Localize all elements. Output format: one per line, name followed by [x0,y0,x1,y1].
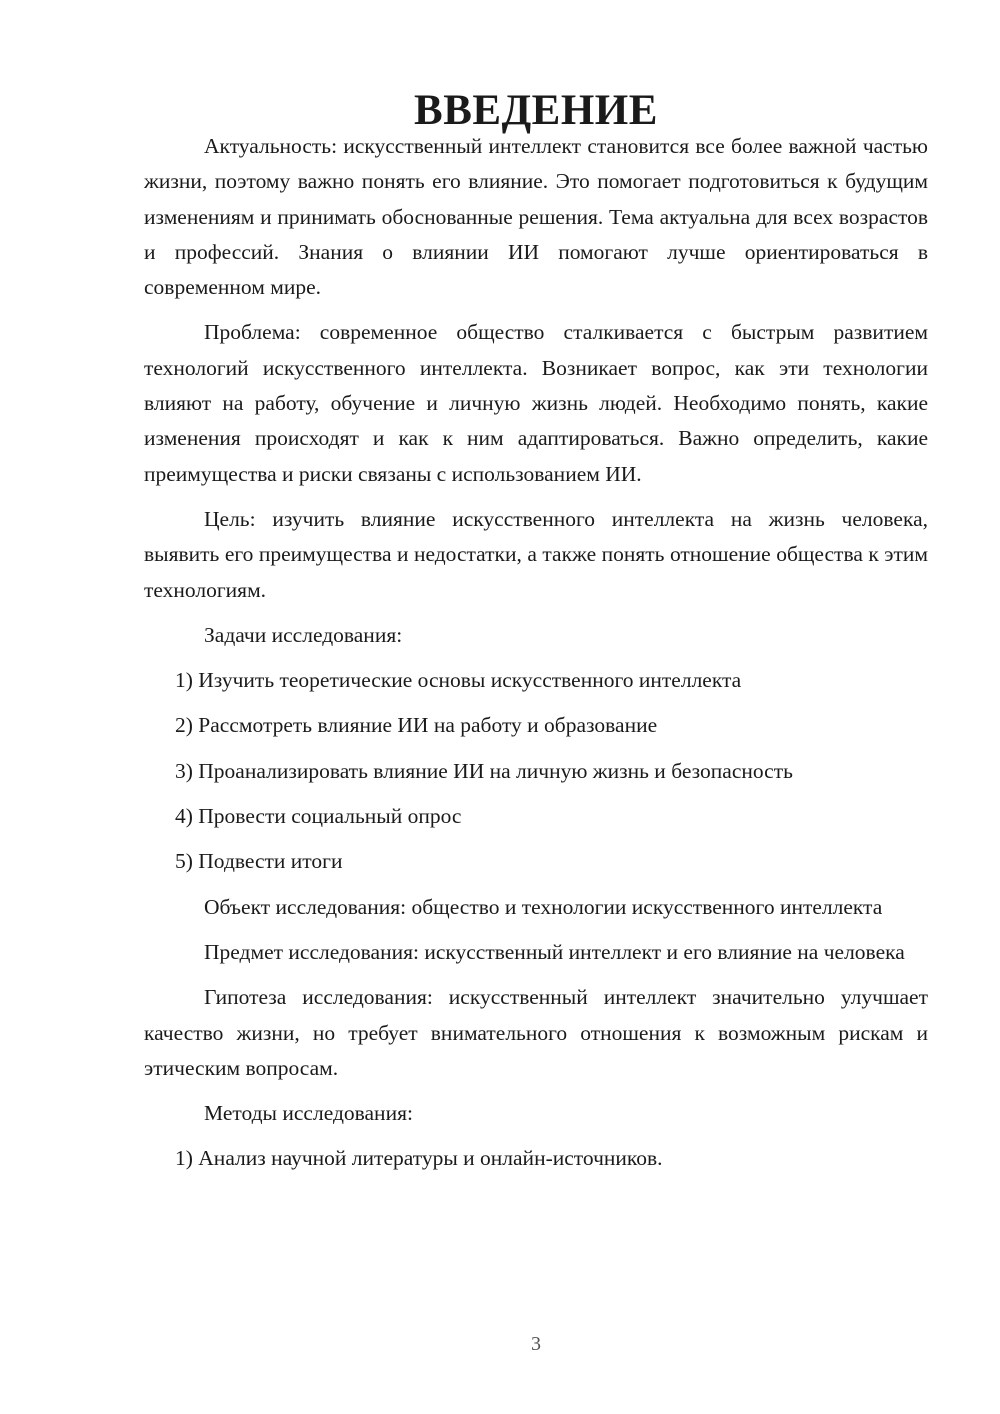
problem-paragraph: Проблема: современное общество сталкивается с быстрым развитием технологий искусственного интеллекта. Возникает вопрос, как эти технологии влияют на работу, обучение и личную жизнь людей. Необходимо понять, какие изменения происходят и как к ним адаптироваться. Важно определить, какие преимущества и риски связаны с использованием ИИ. [144,320,928,486]
goal-paragraph: Цель: изучить влияние искусственного интеллекта на жизнь человека, выявить его преимущества и недостатки, а также понять отношение общества к этим технологиям. [144,506,928,602]
hypothesis-paragraph: Гипотеза исследования: искусственный интеллект значительно улучшает качество жизни, но требует внимательного отношения к возможным рискам и этическим вопросам. [144,985,928,1080]
page-content [144,87,928,1177]
task-item-3: 3) Проанализировать влияние ИИ на личную жизнь и безопасность [175,758,793,783]
task-item-2: 2) Рассмотреть влияние ИИ на работу и образование [175,713,658,738]
tasks-heading: Задачи исследования: [204,622,403,647]
method-item-1: 1) Анализ научной литературы и онлайн-источников. [175,1146,663,1171]
task-item-1: 1) Изучить теоретические основы искусственного интеллекта [175,668,742,693]
task-item-4: 4) Провести социальный опрос [175,804,462,829]
section-title: ВВЕДЕНИЕ [414,87,658,134]
subject-paragraph: Предмет исследования: искусственный интеллект и его влияние на человека [204,939,905,964]
page-number: 3 [531,1333,541,1355]
object-paragraph: Объект исследования: общество и технологии искусственного интеллекта [204,894,883,919]
methods-heading: Методы исследования: [204,1101,413,1126]
task-item-5: 5) Подвести итоги [175,849,343,874]
relevance-paragraph: Актуальность: искусственный интеллект становится все более важной частью жизни, поэтому важно понять его влияние. Это помогает подготовиться к будущим изменениям и принимать обоснованные решения. Тема актуальна для всех возрастов и профессий. Знания о влиянии ИИ помогают лучше ориентироваться в современном мире. [144,134,928,300]
